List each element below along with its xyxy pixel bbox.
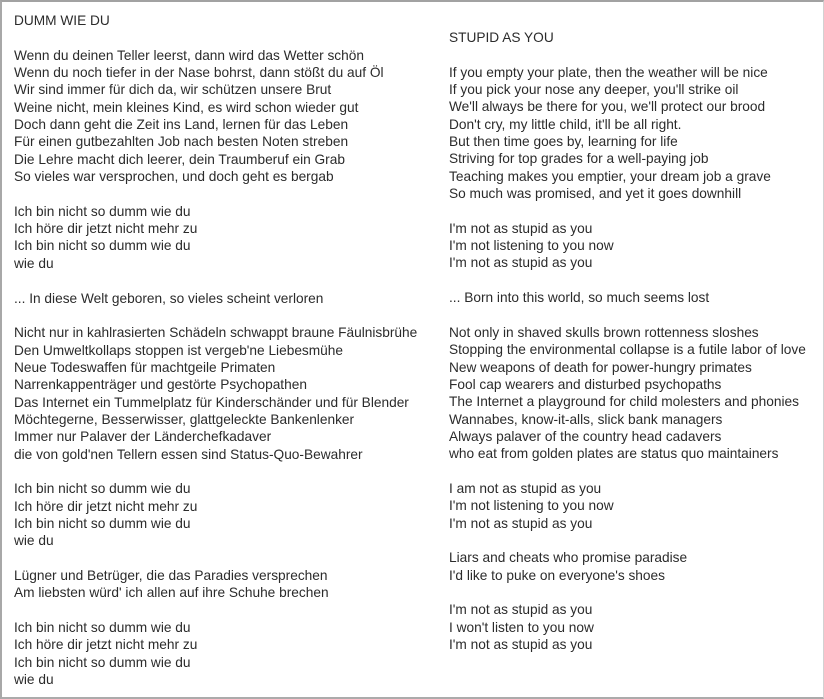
lyric-line: Das Internet ein Tummelplatz für Kinderschänder und für Blender	[14, 394, 409, 410]
lyric-line: Am liebsten würd' ich allen auf ihre Schuhe brechen	[14, 585, 329, 601]
lyric-line: Don't cry, my little child, it'll be all right.	[449, 116, 682, 132]
stanza	[14, 324, 417, 463]
lyric-line: Doch dann geht die Zeit ins Land, lernen für das Leben	[14, 117, 349, 133]
lyric-line: I'm not as stupid as you	[449, 515, 593, 531]
lyric-line: Wir sind immer für dich da, wir schützen unsere Brut	[14, 82, 332, 98]
lyric-line: But then time goes by, learning for life	[449, 134, 678, 150]
lyric-line: Ich bin nicht so dumm wie du	[14, 203, 191, 219]
lyric-line: New weapons of death for power-hungry primates	[449, 359, 752, 375]
lyric-line: I'm not as stupid as you	[449, 255, 593, 271]
lyric-line: ... Born into this world, so much seems lost	[449, 290, 710, 306]
song-title-stanza	[449, 29, 806, 46]
lyric-line: If you pick your nose any deeper, you'll strike oil	[449, 82, 739, 98]
lyric-line: Möchtegerne, Besserwisser, glattgeleckte Bankenlenker	[14, 411, 355, 427]
stanza	[449, 324, 806, 463]
lyric-line: So much was promised, and yet it goes downhill	[449, 186, 742, 202]
lyric-line: Wannabes, know-it-alls, slick bank managers	[449, 411, 723, 427]
lyric-line: The Internet a playground for child molesters and phonies	[449, 394, 800, 410]
lyrics-column-german	[14, 12, 417, 688]
lyric-line: wie du	[14, 255, 54, 271]
lyric-line: Ich bin nicht so dumm wie du	[14, 238, 191, 254]
lyric-line: Den Umweltkollaps stoppen ist vergeb'ne Liebesmühe	[14, 342, 344, 358]
lyric-line: So vieles war versprochen, und doch geht es bergab	[14, 169, 334, 185]
song-title-english: STUPID AS YOU	[449, 30, 554, 45]
stanza	[14, 203, 417, 272]
lyric-line: wie du	[14, 533, 54, 549]
lyric-line: Immer nur Palaver der Länderchefkadaver	[14, 429, 272, 445]
lyric-line: ... In diese Welt geboren, so vieles scheint verloren	[14, 290, 324, 306]
lyric-line: Ich bin nicht so dumm wie du	[14, 481, 191, 497]
lyric-line: Weine nicht, mein kleines Kind, es wird schon wieder gut	[14, 99, 359, 115]
lyric-line: Für einen gutbezahlten Job nach besten Noten streben	[14, 134, 349, 150]
stanza	[449, 289, 806, 306]
lyric-line: Striving for top grades for a well-paying job	[449, 151, 709, 167]
lyric-line: Ich höre dir jetzt nicht mehr zu	[14, 637, 198, 653]
lyric-line: Narrenkappenträger und gestörte Psychopathen	[14, 377, 307, 393]
stanza	[449, 549, 806, 584]
lyric-line: Lügner und Betrüger, die das Paradies versprechen	[14, 568, 328, 583]
lyric-line: We'll always be there for you, we'll protect our brood	[449, 99, 766, 115]
lyric-line: If you empty your plate, then the weather will be nice	[449, 64, 768, 80]
lyric-line: I'm not listening to you now	[449, 238, 614, 254]
lyric-line: Not only in shaved skulls brown rottenness sloshes	[449, 324, 759, 340]
stanza	[449, 480, 806, 532]
lyric-line: I'm not as stupid as you	[449, 637, 593, 653]
stanza	[449, 220, 806, 272]
song-title-german: DUMM WIE DU	[14, 13, 110, 28]
stanza	[14, 47, 417, 186]
lyric-line: Ich bin nicht so dumm wie du	[14, 515, 191, 531]
lyric-line: Die Lehre macht dich leerer, dein Traumberuf ein Grab	[14, 151, 345, 167]
lyric-line: who eat from golden plates are status quo maintainers	[449, 446, 779, 462]
lyric-line: wie du	[14, 672, 54, 688]
stanza	[14, 480, 417, 549]
lyric-line: I'm not listening to you now	[449, 498, 614, 514]
lyric-line: Ich höre dir jetzt nicht mehr zu	[14, 221, 198, 237]
lyric-line: Ich höre dir jetzt nicht mehr zu	[14, 498, 198, 514]
lyric-line: Wenn du deinen Teller leerst, dann wird das Wetter schön	[14, 47, 364, 63]
lyric-line: Ich bin nicht so dumm wie du	[14, 620, 191, 636]
lyric-line: Always palaver of the country head cadavers	[449, 428, 722, 444]
lyric-line: I'm not as stupid as you	[449, 220, 593, 236]
lyric-line: Teaching makes you emptier, your dream job a grave	[449, 168, 771, 184]
lyrics-column-english	[449, 29, 806, 653]
lyric-line: I won't listen to you now	[449, 619, 594, 635]
stanza	[14, 619, 417, 688]
song-title-stanza	[14, 12, 417, 29]
stanza	[14, 290, 417, 307]
lyric-line: I'd like to puke on everyone's shoes	[449, 567, 665, 583]
lyric-line: die von gold'nen Tellern essen sind Status-Quo-Bewahrer	[14, 446, 363, 462]
lyric-line: Wenn du noch tiefer in der Nase bohrst, dann stößt du auf Öl	[14, 65, 384, 81]
lyric-line: Neue Todeswaffen für machtgeile Primaten	[14, 359, 276, 375]
lyric-line: I am not as stupid as you	[449, 480, 602, 496]
lyric-line: I'm not as stupid as you	[449, 602, 593, 618]
stanza	[449, 64, 806, 203]
lyric-line: Nicht nur in kahlrasierten Schädeln schwappt braune Fäulnisbrühe	[14, 325, 418, 341]
stanza	[14, 567, 417, 602]
lyric-line: Stopping the environmental collapse is a futile labor of love	[449, 342, 806, 358]
lyric-line: Liars and cheats who promise paradise	[449, 550, 688, 566]
lyric-line: Fool cap wearers and disturbed psychopaths	[449, 376, 722, 392]
lyric-line: Ich bin nicht so dumm wie du	[14, 654, 191, 670]
stanza	[449, 601, 806, 653]
